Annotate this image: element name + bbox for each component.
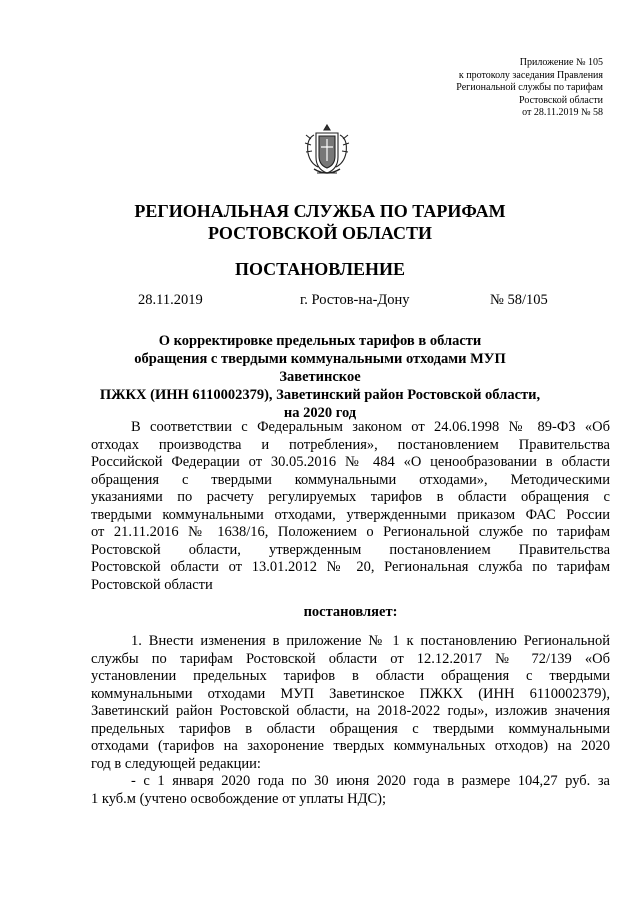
subject-line: на 2020 год [283, 405, 357, 421]
preamble-line: В соответствии с Федеральным законом от 24.06.1998 № 89-ФЗ «Об [131, 419, 610, 435]
preamble-line: Ростовской области от 13.01.2012 № 20, Региональная служба по тарифам [91, 559, 610, 575]
subject-line: ПЖКХ (ИНН 6110002379), Заветинский район Ростовской области, [99, 387, 541, 403]
clause-line: - с 1 января 2020 года по 30 июня 2020 года в размере 104,27 руб. за [131, 773, 610, 789]
document-type: ПОСТАНОВЛЕНИЕ [234, 259, 406, 279]
preamble-line: от 21.11.2016 № 1638/16, Положением о Региональной службе по тарифам [91, 524, 610, 540]
preamble-line: обращения с твердыми коммунальными отходами», Методическими [91, 471, 610, 488]
resolves-heading: постановляет: [303, 604, 398, 620]
clause-line: Заветинский район Ростовской области, на 2018-2022 годы», изложив значения [91, 703, 610, 719]
document-city: г. Ростов-на-Дону [300, 292, 410, 308]
document-number: № 58/105 [490, 292, 548, 308]
preamble-line: Российской Федерации от 30.05.2016 № 484 «О ценообразовании в области [91, 454, 610, 470]
document-subject [95, 332, 545, 422]
clause-line: отходами (тарифов на захоронение твердых коммунальных отходов) на 2020 [91, 738, 610, 754]
clause-1-paragraph [91, 633, 610, 808]
clause-line: предельных тарифов в области обращения с твердыми коммунальными [91, 720, 610, 737]
preamble-paragraph [91, 419, 610, 594]
organization-title [90, 200, 550, 244]
org-title-line-1: РЕГИОНАЛЬНАЯ СЛУЖБА ПО ТАРИФАМ [134, 201, 506, 221]
appendix-line: к протоколу заседания Правления [458, 69, 603, 81]
org-title-line-2: РОСТОВСКОЙ ОБЛАСТИ [208, 223, 432, 243]
appendix-line: Приложение № 105 [519, 57, 603, 68]
appendix-note [343, 57, 603, 120]
clause-line: службы по тарифам Ростовской области от 12.12.2017 № 72/139 «Об [91, 650, 610, 667]
preamble-line: Ростовской области, утвержденным постановлением Правительства [91, 541, 610, 558]
clause-line: 1 куб.м (учтено освобождение от уплаты НДС); [91, 790, 386, 807]
preamble-line: твердыми коммунальными отходами, утвержденными приказом ФАС России [91, 506, 610, 523]
clause-line: 1. Внести изменения в приложение № 1 к постановлению Региональной [131, 633, 610, 649]
clause-line: коммунальными отходами МУП Заветинское ПЖКХ (ИНН 6110002379), [91, 685, 610, 702]
subject-line: О корректировке предельных тарифов в области [158, 333, 482, 349]
appendix-line: от 28.11.2019 № 58 [522, 107, 603, 118]
appendix-line: Региональной службы по тарифам [456, 82, 603, 93]
preamble-line: указаниями по расчету регулируемых тарифов в области обращения с [91, 489, 610, 505]
appendix-line: Ростовской области [519, 94, 603, 106]
clause-line: установлении предельных тарифов в области обращения с твердыми [91, 668, 610, 684]
subject-line: обращения с твердыми коммунальными отходами МУП Заветинское [134, 351, 506, 385]
preamble-line: Ростовской области [91, 576, 213, 593]
document-date: 28.11.2019 [138, 292, 203, 308]
clause-line: год в следующей редакции: [91, 755, 261, 772]
coat-of-arms-icon [302, 121, 352, 179]
preamble-line: отходах производства и потребления», постановлением Правительства [91, 436, 610, 453]
